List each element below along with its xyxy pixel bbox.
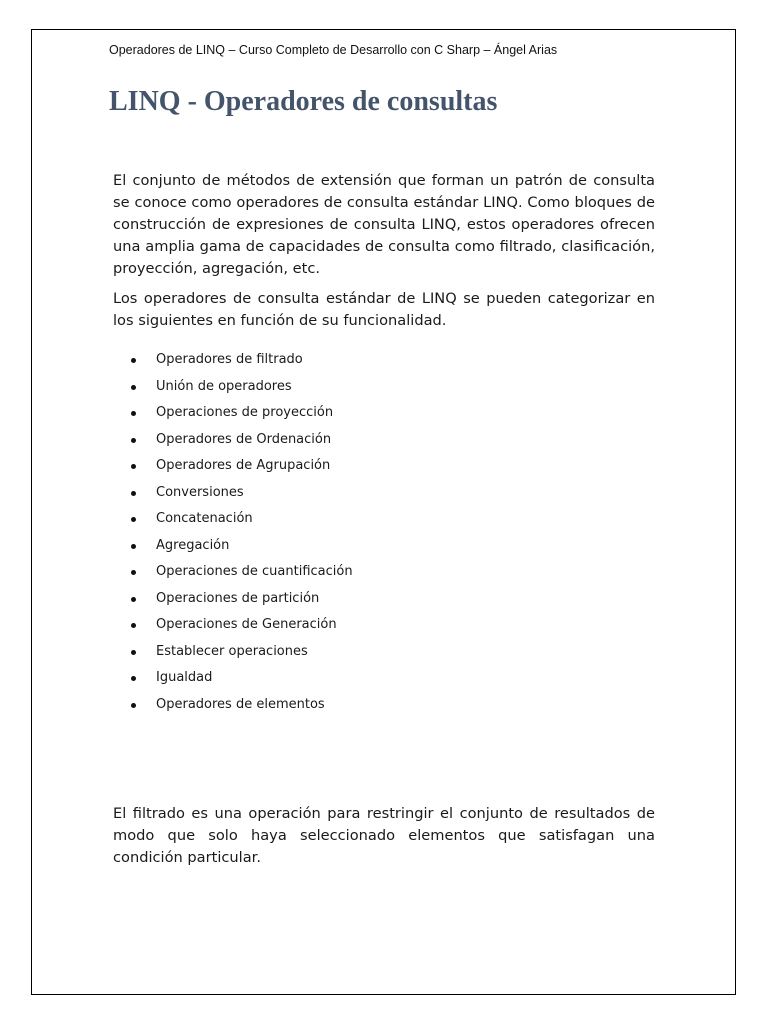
bullet-icon xyxy=(131,623,136,628)
list-item-label: Operadores de filtrado xyxy=(156,352,303,367)
list-item xyxy=(113,533,353,560)
list-item-label: Operaciones de Generación xyxy=(156,617,337,632)
operator-category-list xyxy=(113,347,353,718)
bullet-icon xyxy=(131,570,136,575)
list-item-label: Operaciones de partición xyxy=(156,590,320,606)
list-item-label: Operadores de Agrupación xyxy=(156,458,331,473)
list-item xyxy=(113,692,353,719)
bullet-icon xyxy=(131,703,136,708)
bullet-icon xyxy=(131,491,136,496)
list-item-label: Operaciones de proyección xyxy=(156,405,334,420)
list-item xyxy=(113,347,353,374)
bullet-icon xyxy=(131,544,136,549)
intro-paragraph: El conjunto de métodos de extensión que forman un patrón de consulta se conoce como operadores de consulta estándar LINQ. Como bloques de construcción de expresiones de consulta LINQ, estos operadores ofrecen una amplia gama de capacidades de consulta como filtrado, clasificación, proyección, agregación, etc. xyxy=(113,172,655,277)
bullet-icon xyxy=(131,385,136,390)
list-item-label: Igualdad xyxy=(156,670,213,685)
list-item xyxy=(113,586,353,613)
bullet-icon xyxy=(131,676,136,681)
list-item-label: Operaciones de cuantificación xyxy=(156,564,353,579)
bullet-icon xyxy=(131,464,136,469)
list-item xyxy=(113,453,353,480)
list-item-label: Conversiones xyxy=(156,484,244,500)
list-item xyxy=(113,400,353,427)
list-item xyxy=(113,427,353,454)
bullet-icon xyxy=(131,358,136,363)
list-item-label: Concatenación xyxy=(156,511,253,526)
filtering-paragraph: El filtrado es una operación para restringir el conjunto de resultados de modo que solo haya seleccionado elementos que satisfagan una condición particular. xyxy=(113,805,655,866)
running-header: Operadores de LINQ – Curso Completo de Desarrollo con C Sharp – Ángel Arias xyxy=(109,43,558,57)
list-item xyxy=(113,506,353,533)
list-item-label: Unión de operadores xyxy=(156,378,292,394)
bullet-icon xyxy=(131,597,136,602)
list-item-label: Establecer operaciones xyxy=(156,643,308,659)
page-title: LINQ - Operadores de consultas xyxy=(109,86,498,117)
list-item xyxy=(113,480,353,507)
bullet-icon xyxy=(131,517,136,522)
list-item-label: Agregación xyxy=(156,537,230,553)
list-item-label: Operadores de elementos xyxy=(156,696,325,712)
categories-paragraph: Los operadores de consulta estándar de LINQ se pueden categorizar en los siguientes en función de su funcionalidad. xyxy=(113,290,655,329)
list-item xyxy=(113,612,353,639)
list-item xyxy=(113,559,353,586)
bullet-icon xyxy=(131,650,136,655)
list-item-label: Operadores de Ordenación xyxy=(156,431,332,447)
list-item xyxy=(113,665,353,692)
bullet-icon xyxy=(131,411,136,416)
list-item xyxy=(113,639,353,666)
bullet-icon xyxy=(131,438,136,443)
list-item xyxy=(113,374,353,401)
